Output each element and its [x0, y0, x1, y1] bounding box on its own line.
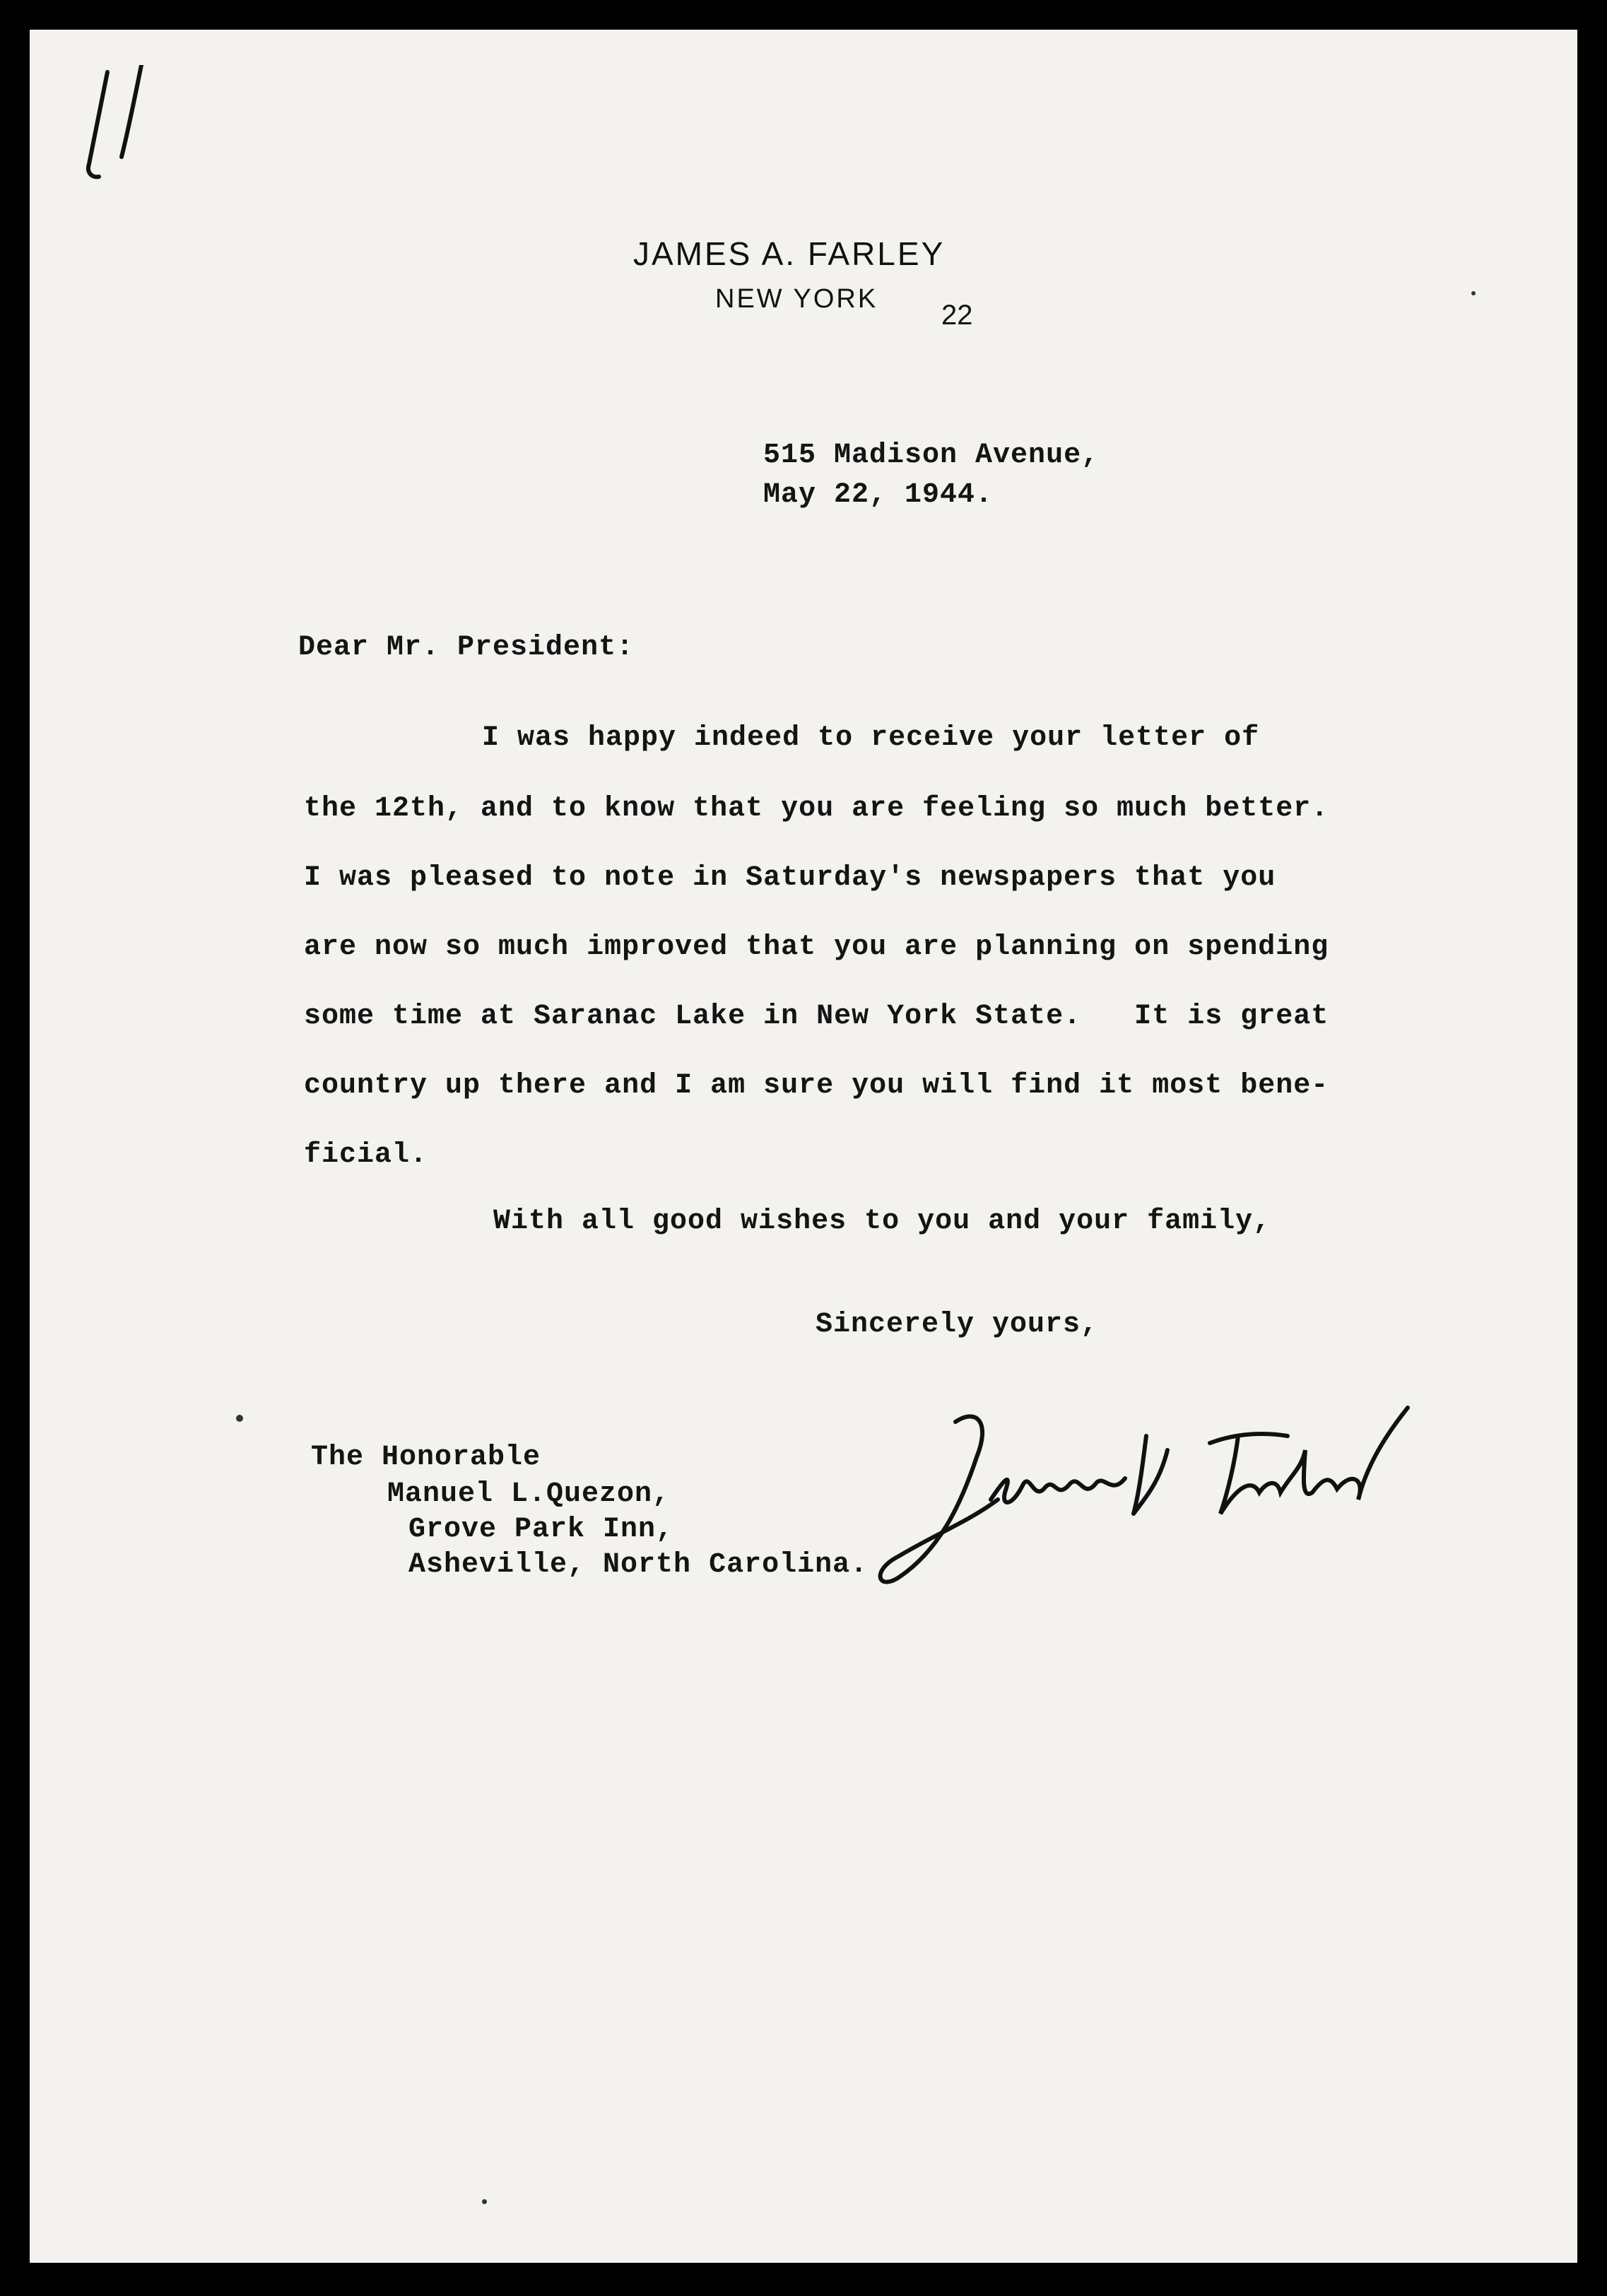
- scan-speck: [482, 2199, 487, 2204]
- signature: [871, 1394, 1450, 1606]
- letterhead-city: NEW YORK: [715, 284, 878, 314]
- recipient-line: Grove Park Inn,: [408, 1514, 674, 1546]
- recipient-line: The Honorable: [311, 1442, 541, 1473]
- salutation: Dear Mr. President:: [298, 632, 635, 664]
- address-street: 515 Madison Avenue,: [763, 440, 1100, 471]
- scan-speck: [1471, 291, 1476, 295]
- body-line: ficial.: [304, 1139, 428, 1171]
- valediction: Sincerely yours,: [816, 1309, 1099, 1341]
- scan-speck: [236, 1415, 243, 1422]
- letterhead-name: JAMES A. FARLEY: [633, 235, 946, 272]
- handwritten-mark: [58, 65, 157, 192]
- recipient-line: Asheville, North Carolina.: [408, 1549, 869, 1581]
- body-line: are now so much improved that you are planning on spending: [304, 931, 1329, 963]
- body-line: I was pleased to note in Saturday's newspapers that you: [304, 862, 1276, 894]
- body-line: I was happy indeed to receive your letter of: [482, 722, 1260, 754]
- letter-date: May 22, 1944.: [763, 479, 994, 511]
- body-line: country up there and I am sure you will find it most bene-: [304, 1070, 1329, 1102]
- page-number: 22: [941, 300, 973, 331]
- body-line: some time at Saranac Lake in New York State. It is great: [304, 1001, 1329, 1032]
- recipient-line: Manuel L.Quezon,: [387, 1478, 671, 1510]
- closing-wish: With all good wishes to you and your family,: [493, 1206, 1271, 1237]
- letter-page: [30, 30, 1577, 2263]
- body-line: the 12th, and to know that you are feeling so much better.: [304, 793, 1329, 825]
